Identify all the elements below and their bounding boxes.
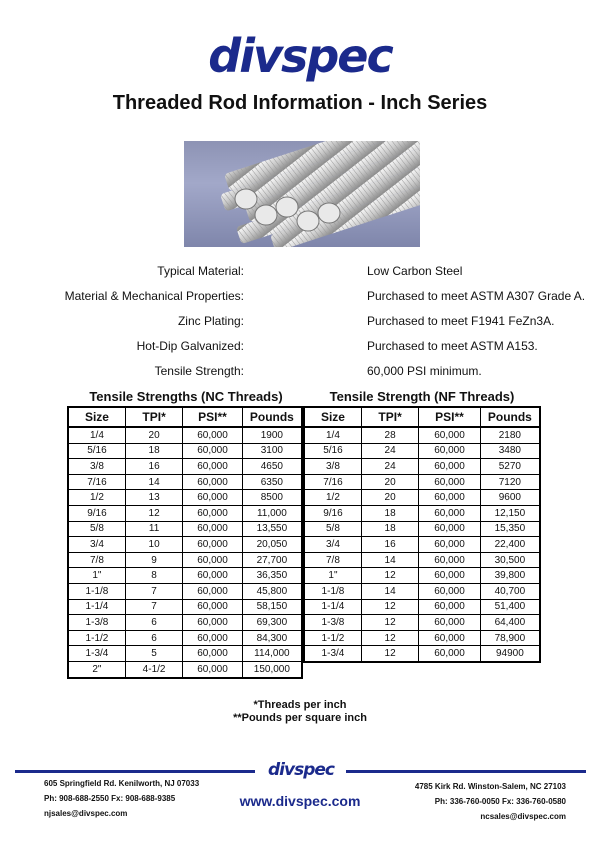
nf-cell-size: 1/4 — [304, 427, 361, 443]
threaded-rod-photo — [184, 141, 420, 247]
nc-cell-size: 5/8 — [68, 521, 125, 537]
nc-cell-psi: 60,000 — [183, 646, 242, 662]
nc-cell-pounds: 27,700 — [242, 552, 302, 568]
nc-cell-psi: 60,000 — [183, 615, 242, 631]
spec-value-material: Low Carbon Steel — [367, 264, 463, 278]
nc-table-row — [68, 583, 302, 599]
nf-header-size: Size — [304, 407, 361, 427]
nf-cell-pounds: 9600 — [480, 490, 540, 506]
nc-cell-psi: 60,000 — [183, 474, 242, 490]
nf-cell-pounds: 94900 — [480, 646, 540, 662]
threaded-rods-illustration — [184, 141, 420, 247]
nf-cell-size: 1-1/2 — [304, 630, 361, 646]
nc-cell-tpi: 4-1/2 — [125, 661, 182, 677]
nf-cell-psi: 60,000 — [419, 583, 480, 599]
nf-cell-tpi: 12 — [361, 646, 418, 662]
nf-cell-pounds: 7120 — [480, 474, 540, 490]
nc-cell-psi: 60,000 — [183, 427, 242, 443]
nf-header-psi: PSI** — [419, 407, 480, 427]
nf-cell-pounds: 3480 — [480, 443, 540, 459]
spec-value-tensile: 60,000 PSI minimum. — [367, 364, 482, 378]
nf-cell-size: 5/16 — [304, 443, 361, 459]
nc-cell-tpi: 8 — [125, 568, 182, 584]
nf-cell-pounds: 64,400 — [480, 615, 540, 631]
nf-table-row — [304, 552, 540, 568]
nc-cell-size: 5/16 — [68, 443, 125, 459]
nf-cell-pounds: 22,400 — [480, 537, 540, 553]
nc-cell-psi: 60,000 — [183, 599, 242, 615]
nc-cell-pounds: 45,800 — [242, 583, 302, 599]
nf-table-row — [304, 599, 540, 615]
nf-table-row — [304, 521, 540, 537]
nc-cell-tpi: 11 — [125, 521, 182, 537]
footnote-tpi: *Threads per inch — [253, 699, 347, 711]
nf-cell-tpi: 24 — [361, 459, 418, 475]
page-title: Threaded Rod Information - Inch Series — [112, 92, 488, 114]
nc-cell-tpi: 5 — [125, 646, 182, 662]
nf-cell-pounds: 78,900 — [480, 630, 540, 646]
nf-cell-tpi: 24 — [361, 443, 418, 459]
nf-cell-size: 1-3/4 — [304, 646, 361, 662]
nf-cell-size: 3/4 — [304, 537, 361, 553]
nc-cell-tpi: 16 — [125, 459, 182, 475]
nf-table-row — [304, 615, 540, 631]
nc-cell-tpi: 20 — [125, 427, 182, 443]
nf-table-row — [304, 443, 540, 459]
divspec-logo: divspec — [208, 29, 392, 83]
nc-table-row — [68, 459, 302, 475]
nf-header-pounds: Pounds — [480, 407, 540, 427]
nc-cell-tpi: 18 — [125, 443, 182, 459]
nc-cell-tpi: 6 — [125, 615, 182, 631]
nc-cell-size: 1-3/4 — [68, 646, 125, 662]
nc-table-row — [68, 568, 302, 584]
nf-cell-tpi: 18 — [361, 521, 418, 537]
nf-cell-psi: 60,000 — [419, 552, 480, 568]
nc-cell-size: 1/2 — [68, 490, 125, 506]
nc-table — [67, 406, 303, 679]
nc-table-row — [68, 505, 302, 521]
nc-cell-pounds: 11,000 — [242, 505, 302, 521]
nc-cell-size: 9/16 — [68, 505, 125, 521]
nf-table-header — [304, 407, 540, 427]
footnote-psi: **Pounds per square inch — [233, 712, 367, 724]
nc-cell-size: 2" — [68, 661, 125, 677]
nf-table-row — [304, 490, 540, 506]
nc-cell-psi: 60,000 — [183, 568, 242, 584]
nf-cell-size: 1-3/8 — [304, 615, 361, 631]
nf-cell-psi: 60,000 — [419, 568, 480, 584]
nf-table-row — [304, 630, 540, 646]
nc-cell-size: 7/16 — [68, 474, 125, 490]
nc-cell-psi: 60,000 — [183, 583, 242, 599]
nc-cell-pounds: 69,300 — [242, 615, 302, 631]
nf-table-row — [304, 568, 540, 584]
nc-email[interactable]: ncsales@divspec.com — [480, 812, 566, 821]
nf-cell-tpi: 12 — [361, 630, 418, 646]
nf-cell-size: 1-1/8 — [304, 583, 361, 599]
nj-address: 605 Springfield Rd. Kenilworth, NJ 07033 — [44, 779, 200, 788]
nc-table-row — [68, 599, 302, 615]
nf-cell-psi: 60,000 — [419, 459, 480, 475]
nf-cell-psi: 60,000 — [419, 615, 480, 631]
nc-address: 4785 Kirk Rd. Winston-Salem, NC 27103 — [414, 782, 566, 791]
nf-cell-size: 1-1/4 — [304, 599, 361, 615]
nf-cell-psi: 60,000 — [419, 427, 480, 443]
nf-cell-psi: 60,000 — [419, 521, 480, 537]
nf-cell-tpi: 20 — [361, 474, 418, 490]
nc-cell-size: 3/4 — [68, 537, 125, 553]
nc-cell-psi: 60,000 — [183, 630, 242, 646]
nc-table-row — [68, 521, 302, 537]
nc-cell-pounds: 6350 — [242, 474, 302, 490]
nc-cell-tpi: 7 — [125, 583, 182, 599]
nf-cell-tpi: 18 — [361, 505, 418, 521]
nf-cell-pounds: 2180 — [480, 427, 540, 443]
nc-cell-size: 1" — [68, 568, 125, 584]
website-link[interactable]: www.divspec.com — [239, 793, 361, 809]
nc-table-row — [68, 552, 302, 568]
nc-cell-psi: 60,000 — [183, 552, 242, 568]
nc-header-pounds: Pounds — [242, 407, 302, 427]
nf-cell-psi: 60,000 — [419, 505, 480, 521]
nc-cell-size: 3/8 — [68, 459, 125, 475]
nc-cell-tpi: 6 — [125, 630, 182, 646]
nc-cell-size: 1/4 — [68, 427, 125, 443]
nc-cell-tpi: 14 — [125, 474, 182, 490]
nf-table-row — [304, 583, 540, 599]
nf-cell-tpi: 20 — [361, 490, 418, 506]
nf-cell-tpi: 12 — [361, 599, 418, 615]
nf-cell-size: 9/16 — [304, 505, 361, 521]
spec-label-properties: Material & Mechanical Properties: — [64, 289, 244, 303]
nc-cell-size: 1-3/8 — [68, 615, 125, 631]
nc-table-row — [68, 427, 302, 443]
nf-header-tpi: TPI* — [361, 407, 418, 427]
nf-cell-psi: 60,000 — [419, 599, 480, 615]
nf-table — [303, 406, 541, 663]
footer-logo: divspec — [268, 760, 334, 780]
nc-cell-psi: 60,000 — [183, 490, 242, 506]
nf-cell-size: 1" — [304, 568, 361, 584]
nc-table-row — [68, 615, 302, 631]
nc-cell-pounds: 36,350 — [242, 568, 302, 584]
nc-cell-psi: 60,000 — [183, 459, 242, 475]
nc-header-psi: PSI** — [183, 407, 242, 427]
spec-label-material: Typical Material: — [157, 264, 244, 278]
nc-table-row — [68, 490, 302, 506]
nf-cell-psi: 60,000 — [419, 474, 480, 490]
nc-cell-pounds: 8500 — [242, 490, 302, 506]
nc-cell-pounds: 13,550 — [242, 521, 302, 537]
nf-cell-psi: 60,000 — [419, 646, 480, 662]
nc-table-row — [68, 661, 302, 677]
nc-cell-tpi: 13 — [125, 490, 182, 506]
nf-cell-psi: 60,000 — [419, 630, 480, 646]
spec-value-zinc: Purchased to meet F1941 FeZn3A. — [367, 314, 555, 328]
nc-cell-pounds: 150,000 — [242, 661, 302, 677]
footer-address-nc — [366, 779, 566, 824]
nc-table-header — [68, 407, 302, 427]
nf-cell-tpi: 14 — [361, 583, 418, 599]
nc-cell-size: 1-1/8 — [68, 583, 125, 599]
nc-table-row — [68, 474, 302, 490]
nf-cell-psi: 60,000 — [419, 537, 480, 553]
footer-rule-left — [15, 770, 255, 773]
nc-cell-pounds: 3100 — [242, 443, 302, 459]
spec-value-galvanized: Purchased to meet ASTM A153. — [367, 339, 538, 353]
nf-cell-tpi: 16 — [361, 537, 418, 553]
nf-cell-pounds: 39,800 — [480, 568, 540, 584]
nc-cell-pounds: 114,000 — [242, 646, 302, 662]
nf-table-row — [304, 459, 540, 475]
nj-phone: Ph: 908-688-2550 Fx: 908-688-9385 — [44, 794, 176, 803]
nf-cell-tpi: 12 — [361, 568, 418, 584]
nf-table-row — [304, 646, 540, 662]
nf-table-row — [304, 537, 540, 553]
nc-cell-psi: 60,000 — [183, 521, 242, 537]
nf-table-row — [304, 427, 540, 443]
nf-cell-tpi: 12 — [361, 615, 418, 631]
nc-cell-psi: 60,000 — [183, 505, 242, 521]
nf-cell-psi: 60,000 — [419, 443, 480, 459]
nc-cell-tpi: 7 — [125, 599, 182, 615]
nf-cell-psi: 60,000 — [419, 490, 480, 506]
nc-cell-size: 7/8 — [68, 552, 125, 568]
nf-cell-tpi: 28 — [361, 427, 418, 443]
nc-phone: Ph: 336-760-0050 Fx: 336-760-0580 — [434, 797, 566, 806]
nf-table-row — [304, 505, 540, 521]
spec-label-galvanized: Hot-Dip Galvanized: — [136, 339, 244, 353]
nc-cell-pounds: 58,150 — [242, 599, 302, 615]
nc-cell-tpi: 9 — [125, 552, 182, 568]
nf-cell-pounds: 5270 — [480, 459, 540, 475]
nf-cell-size: 5/8 — [304, 521, 361, 537]
nf-cell-pounds: 15,350 — [480, 521, 540, 537]
nc-table-row — [68, 646, 302, 662]
footnotes — [0, 699, 600, 725]
nf-table-title: Tensile Strength (NF Threads) — [329, 389, 515, 404]
nf-cell-pounds: 51,400 — [480, 599, 540, 615]
spec-label-tensile: Tensile Strength: — [154, 364, 244, 378]
nc-cell-pounds: 4650 — [242, 459, 302, 475]
nc-table-title: Tensile Strengths (NC Threads) — [89, 389, 283, 404]
nf-cell-size: 7/8 — [304, 552, 361, 568]
nc-cell-psi: 60,000 — [183, 443, 242, 459]
nj-email[interactable]: njsales@divspec.com — [44, 809, 128, 818]
nc-cell-size: 1-1/2 — [68, 630, 125, 646]
nf-cell-pounds: 40,700 — [480, 583, 540, 599]
nc-cell-psi: 60,000 — [183, 661, 242, 677]
nc-cell-psi: 60,000 — [183, 537, 242, 553]
nc-cell-tpi: 12 — [125, 505, 182, 521]
nc-cell-pounds: 20,050 — [242, 537, 302, 553]
nf-cell-pounds: 12,150 — [480, 505, 540, 521]
nf-table-row — [304, 474, 540, 490]
nc-table-row — [68, 630, 302, 646]
spec-value-properties: Purchased to meet ASTM A307 Grade A. — [367, 289, 586, 303]
nf-cell-size: 3/8 — [304, 459, 361, 475]
spec-label-zinc: Zinc Plating: — [177, 314, 244, 328]
footer-rule-right — [346, 770, 586, 773]
nc-table-row — [68, 537, 302, 553]
nc-cell-tpi: 10 — [125, 537, 182, 553]
nc-cell-pounds: 84,300 — [242, 630, 302, 646]
nf-cell-tpi: 14 — [361, 552, 418, 568]
nf-cell-pounds: 30,500 — [480, 552, 540, 568]
nf-cell-size: 7/16 — [304, 474, 361, 490]
nc-table-row — [68, 443, 302, 459]
nc-header-size: Size — [68, 407, 125, 427]
nc-cell-pounds: 1900 — [242, 427, 302, 443]
nc-cell-size: 1-1/4 — [68, 599, 125, 615]
nc-header-tpi: TPI* — [125, 407, 182, 427]
nf-cell-size: 1/2 — [304, 490, 361, 506]
